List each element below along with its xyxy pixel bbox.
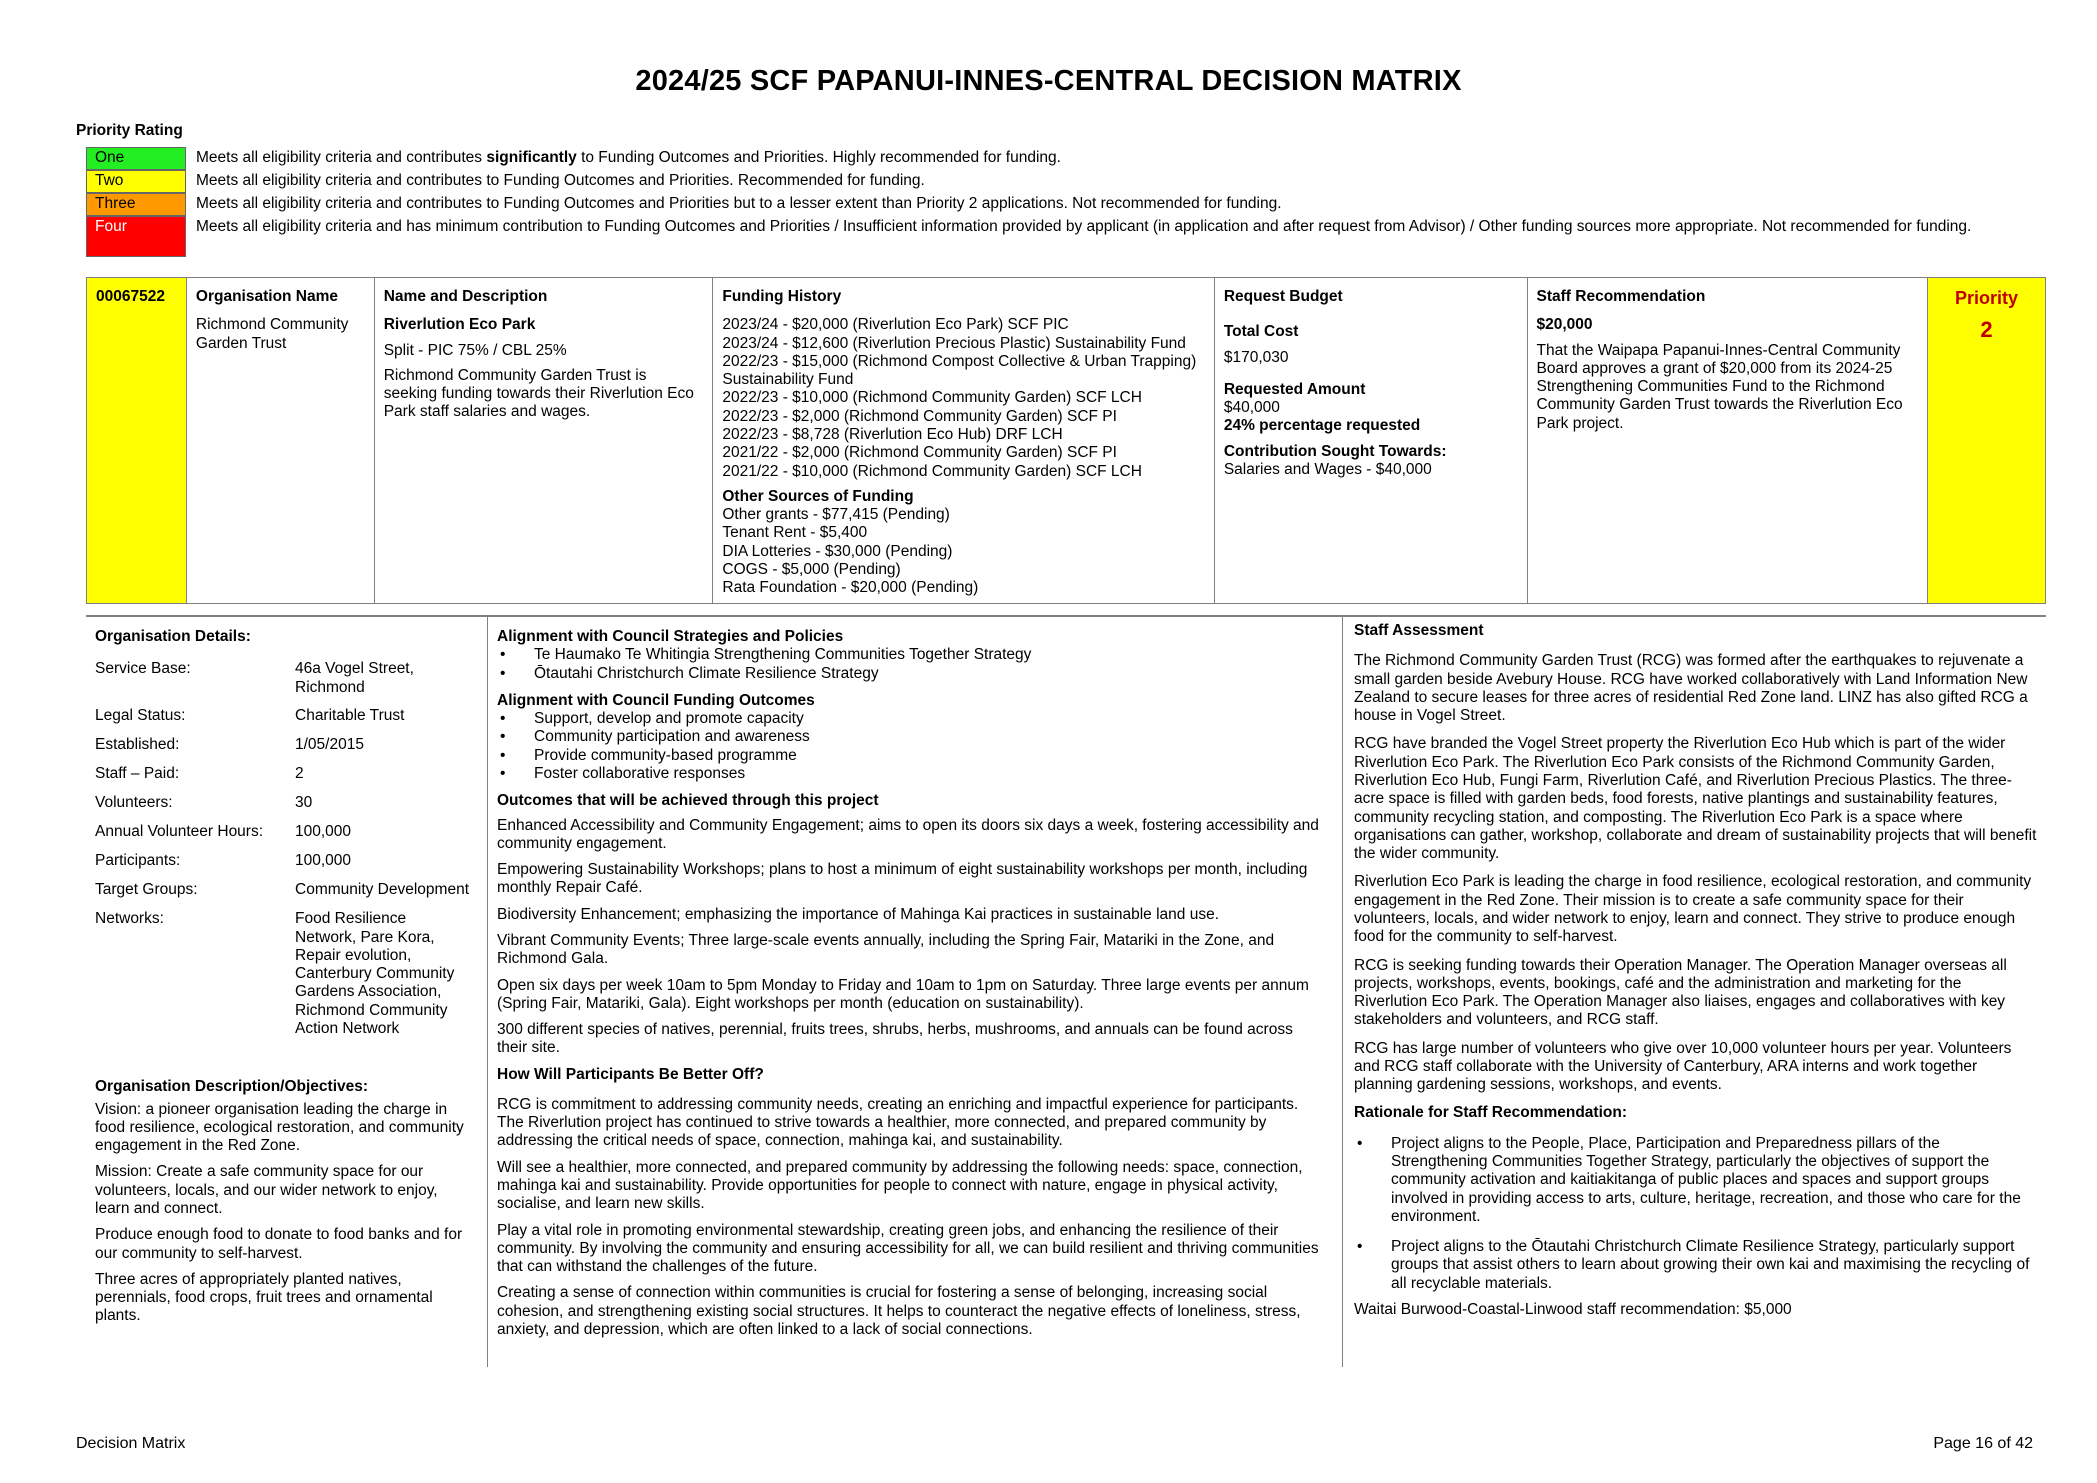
priority-label: Priority xyxy=(1955,288,2019,308)
rationale-list xyxy=(1354,1135,2037,1293)
assessment-paragraph: RCG have branded the Vogel Street property the Riverlution Eco Hub which is part of the wider Riverlution Eco Park. The Riverlution Eco Park consists of the Richmond Community Garden, Riverlution Eco Hub, Fungi Farm, Riverlution Café, and Riverlution Precious Plastics. The three-acre space is filled with garden beds, food forests, native plantings and sustainability features, community recycling station, and composting. The Riverlution Eco Park is a space where organisations can gather, workshop, collaborate and dream of sustainability projects that will benefit the wider community. xyxy=(1354,735,2037,863)
project-outcome-paragraph: Vibrant Community Events; Three large-scale events annually, including the Spring Fair, Matariki in the Zone, and Richmond Gala. xyxy=(497,931,1275,968)
priority-swatch-four: Four xyxy=(86,216,186,257)
application-id: 00067522 xyxy=(96,288,165,305)
funding-history-cell xyxy=(713,278,1214,603)
requested-amount-value: $40,000 xyxy=(1223,399,1280,417)
project-outcome-paragraph: Biodiversity Enhancement; emphasizing the importance of Mahinga Kai practices in sustainable land use. xyxy=(497,905,1220,923)
column-divider xyxy=(1342,617,1343,1367)
objective-paragraph: Mission: Create a safe community space for our volunteers, locals, and our wider network to enjoy, learn and connect. xyxy=(95,1163,438,1217)
total-cost-label: Total Cost xyxy=(1223,323,1299,341)
objectives-heading: Organisation Description/Objectives: xyxy=(95,1078,369,1096)
priority-cell xyxy=(1928,278,2045,603)
history-item: 2022/23 - $8,728 (Riverlution Eco Hub) DRF LCH xyxy=(722,425,1063,443)
project-outcome-paragraph: Enhanced Accessibility and Community Engagement; aims to open its doors six days a week, fostering accessibility and community engagement. xyxy=(497,816,1319,852)
strategies-heading: Alignment with Council Strategies and Policies xyxy=(497,628,844,645)
history-item: 2023/24 - $20,000 (Riverlution Eco Park) SCF PIC xyxy=(722,316,1069,334)
project-name: Riverlution Eco Park xyxy=(383,316,536,334)
rationale-heading: Rationale for Staff Recommendation: xyxy=(1354,1104,1627,1122)
objective-paragraph: Vision: a pioneer organisation leading the charge in food resilience, ecological restoration, and community engagement in the Red Zone. xyxy=(95,1100,464,1155)
funding-outcome-item: • Foster collaborative responses xyxy=(497,765,1324,783)
priority-swatch-three: Three xyxy=(86,193,186,216)
project-outcome-paragraph: Empowering Sustainability Workshops; plans to host a minimum of eight sustainability workshops per month, including monthly Repair Café. xyxy=(497,861,1308,897)
history-item: 2021/22 - $2,000 (Richmond Community Garden) SCF PI xyxy=(722,444,1117,462)
staff-recommendation-amount: $20,000 xyxy=(1536,316,1593,334)
funding-outcome-item: • Community participation and awareness xyxy=(497,728,1324,746)
organisation-details-heading: Organisation Details: xyxy=(95,628,251,645)
total-cost-value: $170,030 xyxy=(1223,348,1289,366)
name-description-cell xyxy=(375,278,714,603)
organisation-header: Organisation Name xyxy=(195,288,339,305)
footer-page-number: Page 16 of 42 xyxy=(1933,1435,2033,1452)
history-item: 2021/22 - $10,000 (Richmond Community Garden) SCF LCH xyxy=(722,462,1142,480)
organisation-cell xyxy=(187,278,375,603)
contribution-label: Contribution Sought Towards: xyxy=(1223,442,1447,460)
strategies-list xyxy=(497,646,1324,683)
strategy-item: • Ōtautahi Christchurch Climate Resilience Strategy xyxy=(497,665,1324,683)
history-item: 2023/24 - $12,600 (Riverlution Precious Plastic) Sustainability Fund xyxy=(722,334,1186,352)
funding-outcomes-heading: Alignment with Council Funding Outcomes xyxy=(497,691,815,709)
priority-row-three xyxy=(86,193,2046,216)
closing-recommendation: Waitai Burwood-Coastal-Linwood staff recommendation: $5,000 xyxy=(1354,1301,1792,1318)
priority-row-two xyxy=(86,170,2046,193)
other-source-item: Tenant Rent - $5,400 xyxy=(722,524,868,542)
priority-rating-legend xyxy=(86,147,2046,257)
better-off-paragraph: Play a vital role in promoting environmental stewardship, creating green jobs, and enhancing the resilience of their community. By involving the community and ensuring accessibility for all, we can build resilient and thriving communities that can withstand the challenges of the future. xyxy=(497,1221,1319,1276)
assessment-paragraph: RCG has large number of volunteers who give over 10,000 volunteer hours per year. Volunteers and RCG staff collaborate with the University of Canterbury, ARA interns and work together planning gardening sessions, workshops, and events. xyxy=(1354,1039,2012,1094)
organisation-name: Richmond Community Garden Trust xyxy=(195,316,349,352)
better-off-paragraph: Creating a sense of connection within communities is crucial for fostering a sense of belonging, increasing social cohesion, and strengthening existing social structures. It helps to counteract the negative effects of loneliness, stress, anxiety, and depression, which are often linked to a lack of social connections. xyxy=(497,1284,1301,1338)
application-summary-table xyxy=(86,277,2046,604)
history-item: 2022/23 - $15,000 (Richmond Compost Collective & Urban Trapping) Sustainability Fund xyxy=(722,352,1197,389)
section-divider xyxy=(86,615,2046,617)
column-divider xyxy=(487,617,488,1367)
priority-desc-four: Meets all eligibility criteria and has minimum contribution to Funding Outcomes and Priorities / Insufficient information provided by applicant (in application and after request from Advisor) / Other funding sources more appropriate. Not recommended for funding. xyxy=(196,218,1972,235)
history-item: 2022/23 - $2,000 (Richmond Community Garden) SCF PI xyxy=(722,407,1117,425)
other-source-item: DIA Lotteries - $30,000 (Pending) xyxy=(722,542,953,560)
staff-recommendation-text: That the Waipapa Papanui-Innes-Central Community Board approves a grant of $20,000 from its 2024-25 Strengthening Communities Fund to the Richmond Community Garden Trust towards the Riverlution Eco Park project. xyxy=(1536,341,1903,432)
funding-split: Split - PIC 75% / CBL 25% xyxy=(383,341,567,359)
funding-outcomes-list xyxy=(497,710,1324,783)
application-id-cell xyxy=(87,278,187,603)
organisation-details-column xyxy=(95,628,475,1334)
detail-service-base: Service Base: 46a Vogel Street, Richmond xyxy=(95,660,414,696)
objective-paragraph: Produce enough food to donate to food banks and for our community to self-harvest. xyxy=(95,1226,463,1262)
priority-swatch-two: Two xyxy=(86,170,186,193)
request-budget-cell xyxy=(1215,278,1528,603)
footer-document-name: Decision Matrix xyxy=(76,1435,186,1452)
name-description-header: Name and Description xyxy=(383,288,548,305)
project-outcome-paragraph: 300 different species of natives, perennial, fruits trees, shrubs, herbs, mushrooms, and annuals can be found across their site. xyxy=(497,1021,1293,1057)
assessment-paragraph: RCG is seeking funding towards their Operation Manager. The Operation Manager overseas all projects, workshops, events, bookings, café and the administration and marketing for the Riverlution Eco Park. The Operation Manager also liaises, engages and collaboratives with key stakeholders and volunteers, and RCG staff. xyxy=(1354,956,2007,1029)
priority-desc-one: Meets all eligibility criteria and contributes significantly to Funding Outcomes and Priorities. Highly recommended for funding. xyxy=(196,149,1061,166)
staff-assessment-heading: Staff Assessment xyxy=(1354,622,1484,639)
rationale-item: • Project aligns to the Ōtautahi Christchurch Climate Resilience Strategy, particularly support groups that assist others to learn about growing their own kai and maximising the recycling of all recyclable materials. xyxy=(1354,1238,2037,1293)
staff-recommendation-cell xyxy=(1528,278,1929,603)
funding-outcome-item: • Support, develop and promote capacity xyxy=(497,710,1324,728)
funding-history-list xyxy=(722,316,1204,481)
funding-history-header: Funding History xyxy=(722,288,842,305)
contribution-value: Salaries and Wages - $40,000 xyxy=(1223,460,1432,478)
priority-row-one xyxy=(86,147,2046,170)
funding-outcome-item: • Provide community-based programme xyxy=(497,747,1324,765)
priority-swatch-one: One xyxy=(86,147,186,170)
detail-legal-status: Legal Status: Charitable Trust xyxy=(95,707,405,725)
staff-recommendation-header: Staff Recommendation xyxy=(1536,288,1706,305)
priority-value: 2 xyxy=(1980,317,1993,343)
better-off-heading: How Will Participants Be Better Off? xyxy=(497,1065,764,1083)
percent-requested: 24% percentage requested xyxy=(1223,417,1421,435)
detail-established: Established: 1/05/2015 xyxy=(95,736,364,754)
page-title: 2024/25 SCF PAPANUI-INNES-CENTRAL DECISION MATRIX xyxy=(635,65,1462,97)
assessment-paragraph: Riverlution Eco Park is leading the charge in food resilience, ecological restoration, and community engagement in the Red Zone. Their mission is to create a safe community space for their volunteers, locals, and wider network to enjoy, learn and connect. They strive to produce enough food for the community to self-harvest. xyxy=(1354,873,2032,946)
priority-rating-heading: Priority Rating xyxy=(76,122,183,139)
request-budget-header: Request Budget xyxy=(1223,288,1343,305)
assessment-paragraph: The Richmond Community Garden Trust (RCG) was formed after the earthquakes to rejuvenate a small garden beside Avebury House. RCG have worked collaboratively with Land Information New Zealand to secure leases for three acres of residential Red Zone land. LINZ has also gifted RCG a house in Vogel Street. xyxy=(1354,652,2028,725)
rationale-item: • Project aligns to the People, Place, Participation and Preparedness pillars of the Strengthening Communities Together Strategy, particularly the objectives of support the community activation and kaitiakitanga of public places and spaces and support groups involved in providing access to arts, culture, heritage, recreation, and those who care for the environment. xyxy=(1354,1135,2037,1226)
better-off-paragraph: RCG is commitment to addressing community needs, creating an enriching and impactful experience for participants. The Riverlution project has continued to strive towards a healthier, more connected, and prepared community by addressing the critical needs of space, connection, mahinga kai, and sustainability. xyxy=(497,1095,1299,1150)
detail-participants: Participants: 100,000 xyxy=(95,852,352,870)
better-off-paragraph: Will see a healthier, more connected, and prepared community by addressing the following needs: space, connection, mahinga kai and sustainability. Provide opportunities for people to connect with nature, engage in physical activity, socialise, and learn new skills. xyxy=(497,1158,1303,1213)
history-item: 2022/23 - $10,000 (Richmond Community Garden) SCF LCH xyxy=(722,389,1142,407)
staff-assessment-column xyxy=(1354,622,2037,1319)
detail-annual-volunteer-hours: Annual Volunteer Hours: 100,000 xyxy=(95,823,352,841)
detail-target-groups: Target Groups: Community Development xyxy=(95,881,470,899)
priority-desc-three: Meets all eligibility criteria and contributes to Funding Outcomes and Priorities but to a lesser extent than Priority 2 applications. Not recommended for funding. xyxy=(196,195,1282,212)
priority-row-four xyxy=(86,216,2046,257)
project-description: Richmond Community Garden Trust is seeking funding towards their Riverlution Eco Park staff salaries and wages. xyxy=(383,366,694,421)
detail-staff-paid: Staff – Paid: 2 xyxy=(95,765,304,783)
project-outcome-paragraph: Open six days per week 10am to 5pm Monday to Friday and 10am to 1pm on Saturday. Three large events per annum (Spring Fair, Matariki, Gala). Eight workshops per month (education on sustainability). xyxy=(497,976,1309,1012)
other-sources-list xyxy=(722,506,1204,597)
detail-volunteers: Volunteers: 30 xyxy=(95,794,313,812)
requested-amount-label: Requested Amount xyxy=(1223,380,1366,398)
other-source-item: Other grants - $77,415 (Pending) xyxy=(722,506,950,524)
other-source-item: COGS - $5,000 (Pending) xyxy=(722,560,901,578)
alignment-column xyxy=(497,628,1324,1347)
project-outcomes-heading: Outcomes that will be achieved through this project xyxy=(497,792,879,810)
other-source-item: Rata Foundation - $20,000 (Pending) xyxy=(722,579,979,597)
objective-paragraph: Three acres of appropriately planted natives, perennials, food crops, fruit trees and ornamental plants. xyxy=(95,1270,433,1325)
detail-networks: Networks: Food Resilience Network, Pare Kora, Repair evolution, Canterbury Community Gardens Association, Richmond Community Action Network xyxy=(95,910,455,1037)
priority-desc-two: Meets all eligibility criteria and contributes to Funding Outcomes and Priorities. Recommended for funding. xyxy=(196,172,925,189)
strategy-item: • Te Haumako Te Whitingia Strengthening Communities Together Strategy xyxy=(497,646,1324,664)
other-sources-header: Other Sources of Funding xyxy=(722,487,914,505)
